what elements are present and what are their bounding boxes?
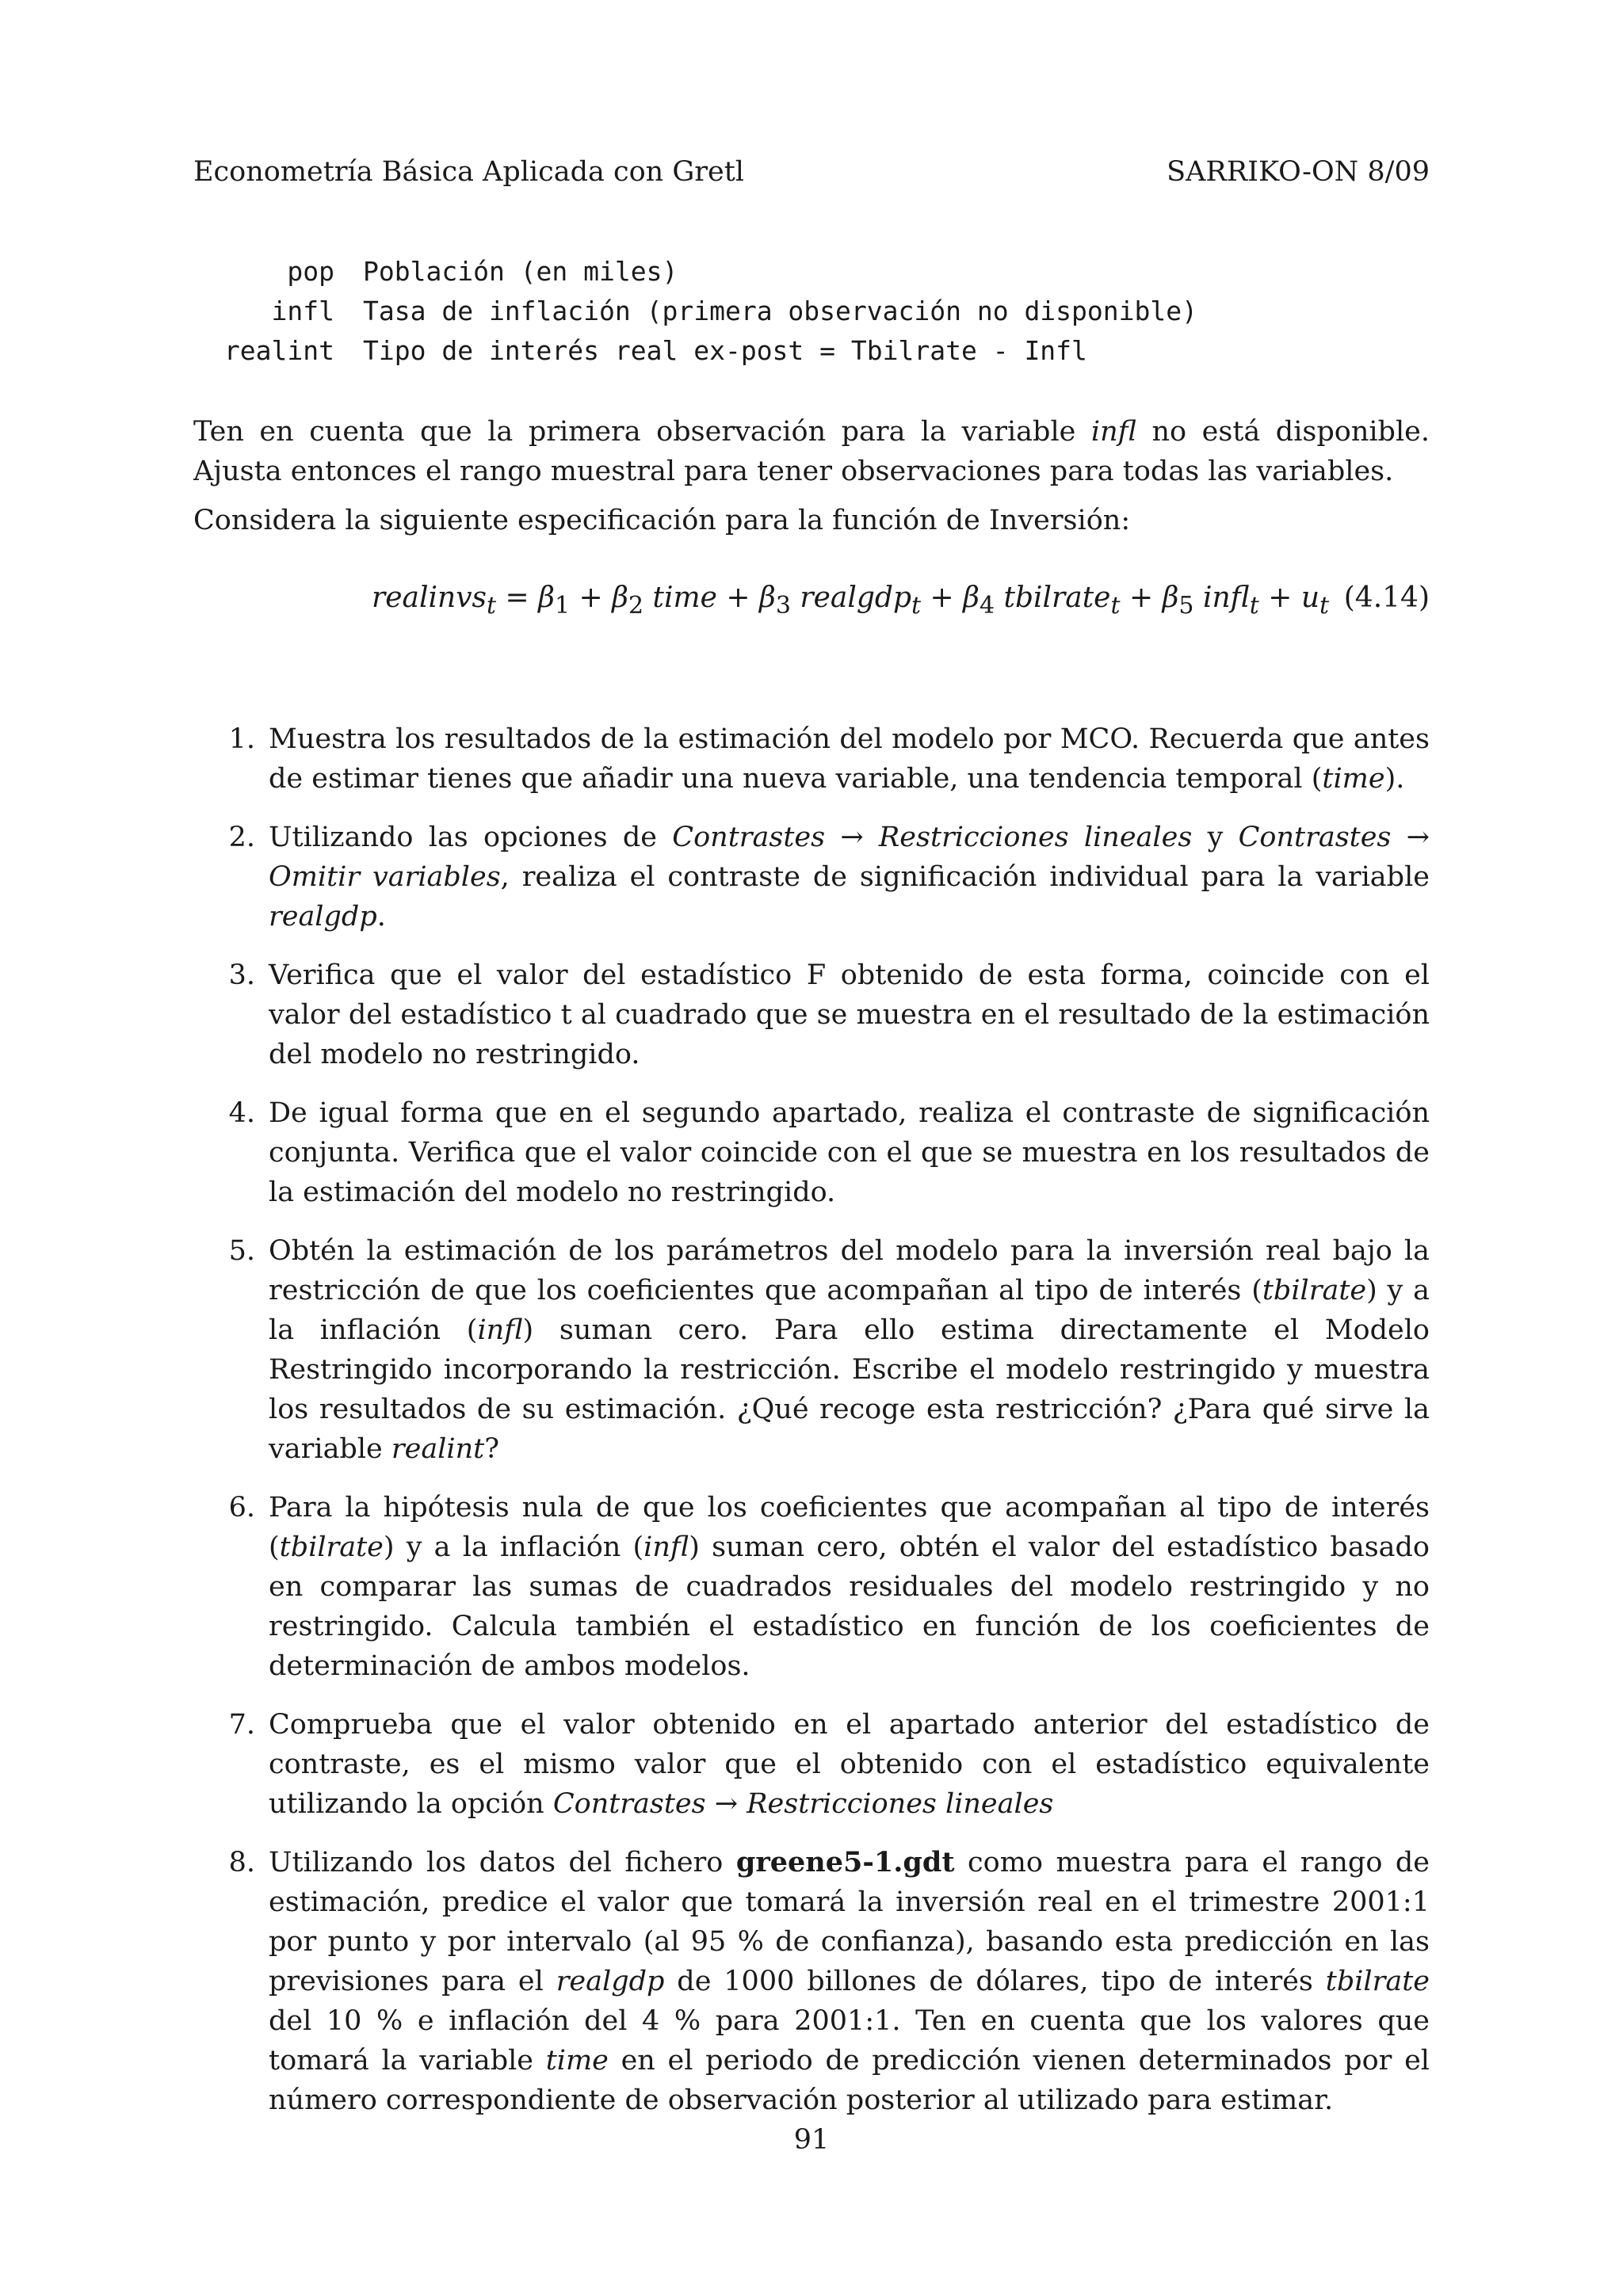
variable-name: pop bbox=[287, 256, 334, 287]
sample-range-note: Ten en cuenta que la primera observación para la variable infl no está disponible. Ajusta entonces el rango muestral para tener observaciones para todas las variables. bbox=[193, 416, 1430, 487]
equation-body: realinvs$_t$ = $\beta_1 + \beta_2$ time + $\beta_3$ realgdp$_t$ + $\beta_4$ tbilrate$_t$ + $\beta_5$ infl$_t$ + $u_t$ bbox=[372, 582, 1330, 620]
list-item: 6. Para la hipótesis nula de que los coeficientes que acompañan al tipo de interés (tbilrate) y a la inflación (infl) suman cero, obtén el valor del estadístico basado en comparar las sumas de cuadrados residuales del modelo restringido y no restringido. Calcula también el estadístico en función de los coeficientes de determinación de ambos modelos. bbox=[193, 1488, 1430, 1686]
list-item: 2. Utilizando las opciones de Contrastes → Restricciones lineales y Contrastes → Omitir variables, realiza el contraste de significación individual para la variable realgdp. bbox=[193, 818, 1430, 936]
item-number: 8. bbox=[228, 1847, 255, 1878]
variable-description: Tipo de interés real ex-post = Tbilrate - Infl bbox=[363, 335, 1087, 366]
item-number: 6. bbox=[228, 1492, 255, 1524]
variable-row bbox=[193, 292, 1430, 331]
equation-intro: Considera la siguiente especificación para la función de Inversión: bbox=[193, 505, 1131, 536]
list-item: 1. Muestra los resultados de la estimación del modelo por MCO. Recuerda que antes de estimar tienes que añadir una nueva variable, una tendencia temporal (time). bbox=[193, 719, 1430, 799]
list-item: 5. Obtén la estimación de los parámetros del modelo para la inversión real bajo la restricción de que los coeficientes que acompañan al tipo de interés (tbilrate) y a la inflación (infl) suman cero. Para ello estima directamente el Modelo Restringido incorporando la restricción. Escribe el modelo restringido y muestra los resultados de su estimación. ¿Qué recoge esta restricción? ¿Para qué sirve la variable realint? bbox=[193, 1231, 1430, 1469]
page-number: 91 bbox=[793, 2124, 830, 2156]
running-header bbox=[193, 152, 1430, 192]
variable-description: Población (en miles) bbox=[363, 256, 678, 287]
variable-name: realint bbox=[223, 335, 334, 366]
item-number: 7. bbox=[228, 1709, 255, 1741]
variable-description: Tasa de inflación (primera observación no disponible) bbox=[363, 296, 1197, 326]
item-number: 3. bbox=[228, 959, 255, 991]
header-series: SARRIKO-ON 8/09 bbox=[1167, 156, 1430, 188]
variable-name: infl bbox=[271, 296, 334, 326]
list-item: 8. Utilizando los datos del fichero greene5-1.gdt como muestra para el rango de estimación, predice el valor que tomará la inversión real en el trimestre 2001:1 por punto y por intervalo (al 95 % de confianza), basando esta predicción en las previsiones para el realgdp de 1000 billones de dólares, tipo de interés tbilrate del 10 % e inflación del 4 % para 2001:1. Ten en cuenta que los valores que tomará la variable time en el periodo de predicción vienen determinados por el número correspondiente de observación posterior al utilizado para estimar. bbox=[193, 1843, 1430, 2120]
equation-number: (4.14) bbox=[1343, 582, 1430, 614]
item-number: 4. bbox=[228, 1097, 255, 1129]
list-item: 4. De igual forma que en el segundo apartado, realiza el contraste de significación conjunta. Verifica que el valor coincide con el que se muestra en los resultados de la estimación del modelo no restringido. bbox=[193, 1093, 1430, 1212]
item-number: 5. bbox=[228, 1235, 255, 1267]
variable-row bbox=[193, 331, 1430, 371]
header-book-title: Econometría Básica Aplicada con Gretl bbox=[193, 156, 744, 188]
item-number: 2. bbox=[228, 822, 255, 853]
variable-table bbox=[193, 252, 1430, 371]
exercise-list bbox=[193, 719, 1430, 2139]
variable-row bbox=[193, 252, 1430, 292]
list-item: 7. Comprueba que el valor obtenido en el apartado anterior del estadístico de contraste, es el mismo valor que el obtenido con el estadístico equivalente utilizando la opción Contrastes → Restricciones lineales bbox=[193, 1705, 1430, 1824]
item-number: 1. bbox=[228, 723, 255, 755]
investment-equation bbox=[193, 578, 1430, 618]
list-item: 3. Verifica que el valor del estadístico F obtenido de esta forma, coincide con el valor del estadístico t al cuadrado que se muestra en el resultado de la estimación del modelo no restringido. bbox=[193, 955, 1430, 1074]
